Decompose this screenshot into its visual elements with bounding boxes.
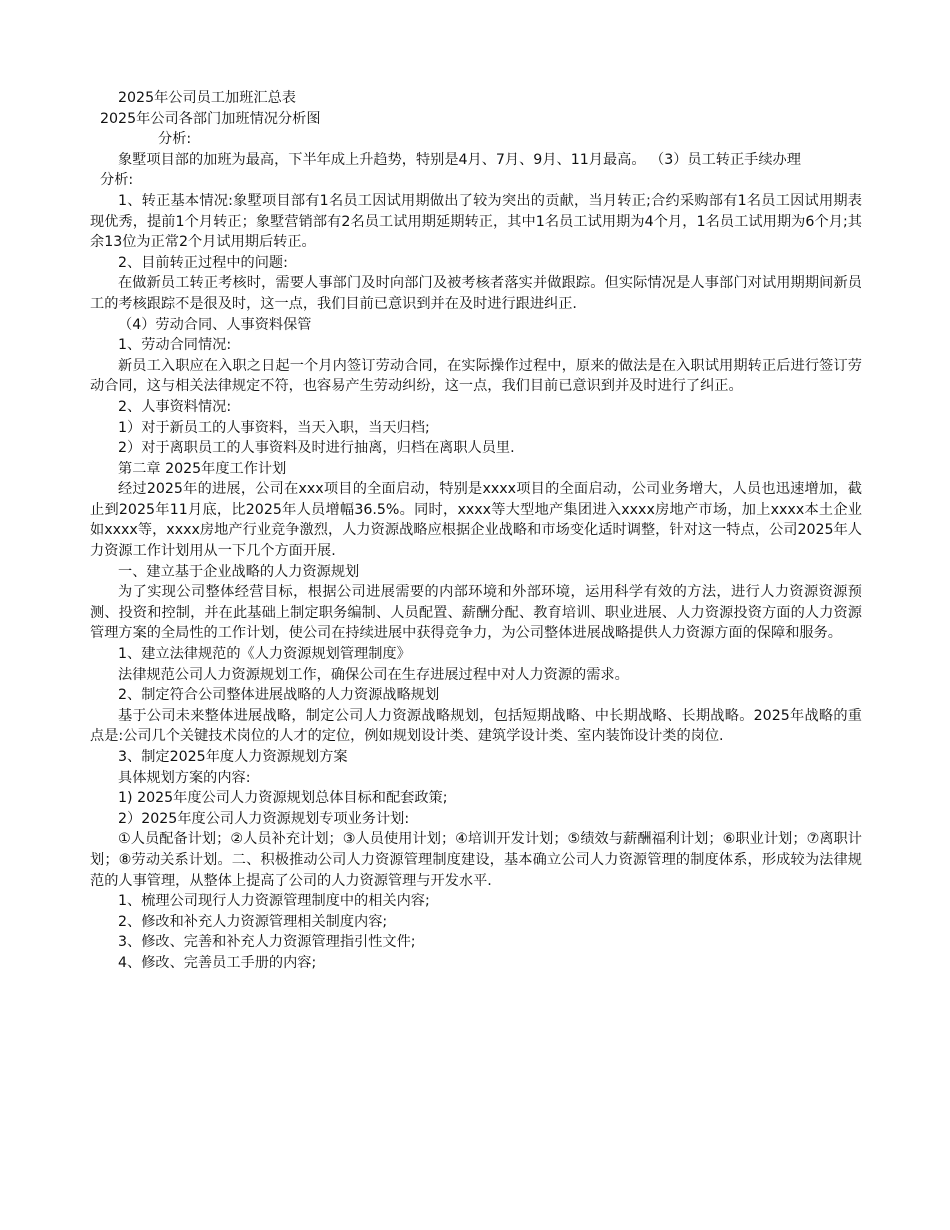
- list-item: 1) 2025年度公司人力资源规划总体目标和配套政策;: [118, 790, 448, 807]
- document-page: [90, 88, 862, 974]
- section-heading: 3、制定2025年度人力资源规划方案: [118, 749, 348, 765]
- section-heading: （4）劳动合同、人事资料保管: [118, 316, 312, 333]
- paragraph: 法律规范公司人力资源规划工作，确保公司在生存进展过程中对人力资源的需求。: [118, 666, 629, 683]
- paragraph: 象墅项目部的加班为最高，下半年成上升趋势，特别是4月、7月、9月、11月最高。 （3）员工转正手续办理: [118, 151, 801, 168]
- paragraph: 为了实现公司整体经营目标，根据公司进展需要的内部环境和外部环境，运用科学有效的方法，进行人力资源资源预测、投资和控制，并在此基础上制定职务编制、人员配置、薪酬分配、教育培训、职业进展、人力资源投资方面的人力资源管理方案的全局性的工作计划，使公司在持续进展中获得竞争力，为公司整体进展战略提供人力资源方面的保障和服务。: [90, 584, 862, 642]
- paragraph: 具体规划方案的内容:: [118, 769, 251, 786]
- section-heading: 2、目前转正过程中的问题:: [118, 254, 288, 271]
- analysis-label: 分析:: [100, 172, 134, 189]
- paragraph: 经过2025年的进展，公司在xxx项目的全面启动，特别是xxxx项目的全面启动，公司业务增大，人员也迅速增加，截止到2025年11月底，比2025年人员增幅36.5%。同时，xxxx等大型地产集团进入xxxx房地产市场，加上xxxx本土企业如xxxx等，xxxx房地产行业竞争激烈，人力资源战略应根据企业战略和市场变化适时调整，针对这一特点，公司2025年人力资源工作计划用从一下几个方面开展.: [90, 481, 862, 560]
- paragraph: 1、转正基本情况:象墅项目部有1名员工因试用期做出了较为突出的贡献，当月转正;合约采购部有1名员工因试用期表现优秀，提前1个月转正；象墅营销部有2名员工试用期延期转正，其中1名员工试用期为4个月，1名员工试用期为6个月;其余13位为正常2个月试用期后转正。: [90, 192, 862, 251]
- list-item: 4、修改、完善员工手册的内容;: [118, 954, 317, 971]
- list-item: 1、梳理公司现行人力资源管理制度中的相关内容;: [118, 893, 430, 910]
- section-heading: 1、建立法律规范的《人力资源规划管理制度》: [118, 646, 411, 663]
- list-item: 2）对于离职员工的人事资料及时进行抽离，归档在离职人员里.: [118, 440, 515, 457]
- section-heading: 1、劳动合同情况:: [118, 337, 232, 354]
- paragraph: ①人员配备计划；②人员补充计划；③人员使用计划；④培训开发计划；⑤绩效与薪酬福利计划；⑥职业计划；⑦离职计划；⑧劳动关系计划。二、积极推动公司人力资源管理制度建设，基本确立公司人力资源管理的制度体系，形成较为法律规范的人事管理，从整体上提高了公司的人力资源管理与开发水平.: [90, 831, 862, 889]
- list-item: 1）对于新员工的人事资料，当天入职，当天归档;: [118, 419, 430, 436]
- paragraph: 新员工入职应在入职之日起一个月内签订劳动合同，在实际操作过程中，原来的做法是在入职试用期转正后进行签订劳动合同，这与相关法律规定不符，也容易产生劳动纠纷，这一点，我们目前已意识到并及时进行了纠正。: [90, 357, 862, 395]
- section-heading: 一、建立基于企业战略的人力资源规划: [118, 563, 360, 580]
- chapter-heading: 第二章 2025年度工作计划: [118, 460, 287, 477]
- analysis-label: 分析:: [158, 131, 192, 148]
- list-item: 3、修改、完善和补充人力资源管理指引性文件;: [118, 934, 416, 951]
- list-item: 2、修改和补充人力资源管理相关制度内容;: [118, 913, 388, 930]
- paragraph: 在做新员工转正考核时，需要人事部门及时向部门及被考核者落实并做跟踪。但实际情况是人事部门对试用期期间新员工的考核跟踪不是很及时，这一点，我们目前已意识到并在及时进行跟进纠正.: [90, 275, 862, 312]
- list-item: 2）2025年度公司人力资源规划专项业务计划:: [118, 810, 410, 827]
- chart-title: 2025年公司各部门加班情况分析图: [100, 110, 321, 127]
- paragraph: 基于公司未来整体进展战略，制定公司人力资源战略规划，包括短期战略、中长期战略、长期战略。2025年战略的重点是:公司几个关键技术岗位的人才的定位，例如规划设计类、建筑学设计类、室内装饰设计类的岗位.: [90, 707, 862, 745]
- section-heading: 2、制定符合公司整体进展战略的人力资源战略规划: [118, 687, 440, 704]
- table-title: 2025年公司员工加班汇总表: [118, 90, 296, 106]
- section-heading: 2、人事资料情况:: [118, 398, 232, 415]
